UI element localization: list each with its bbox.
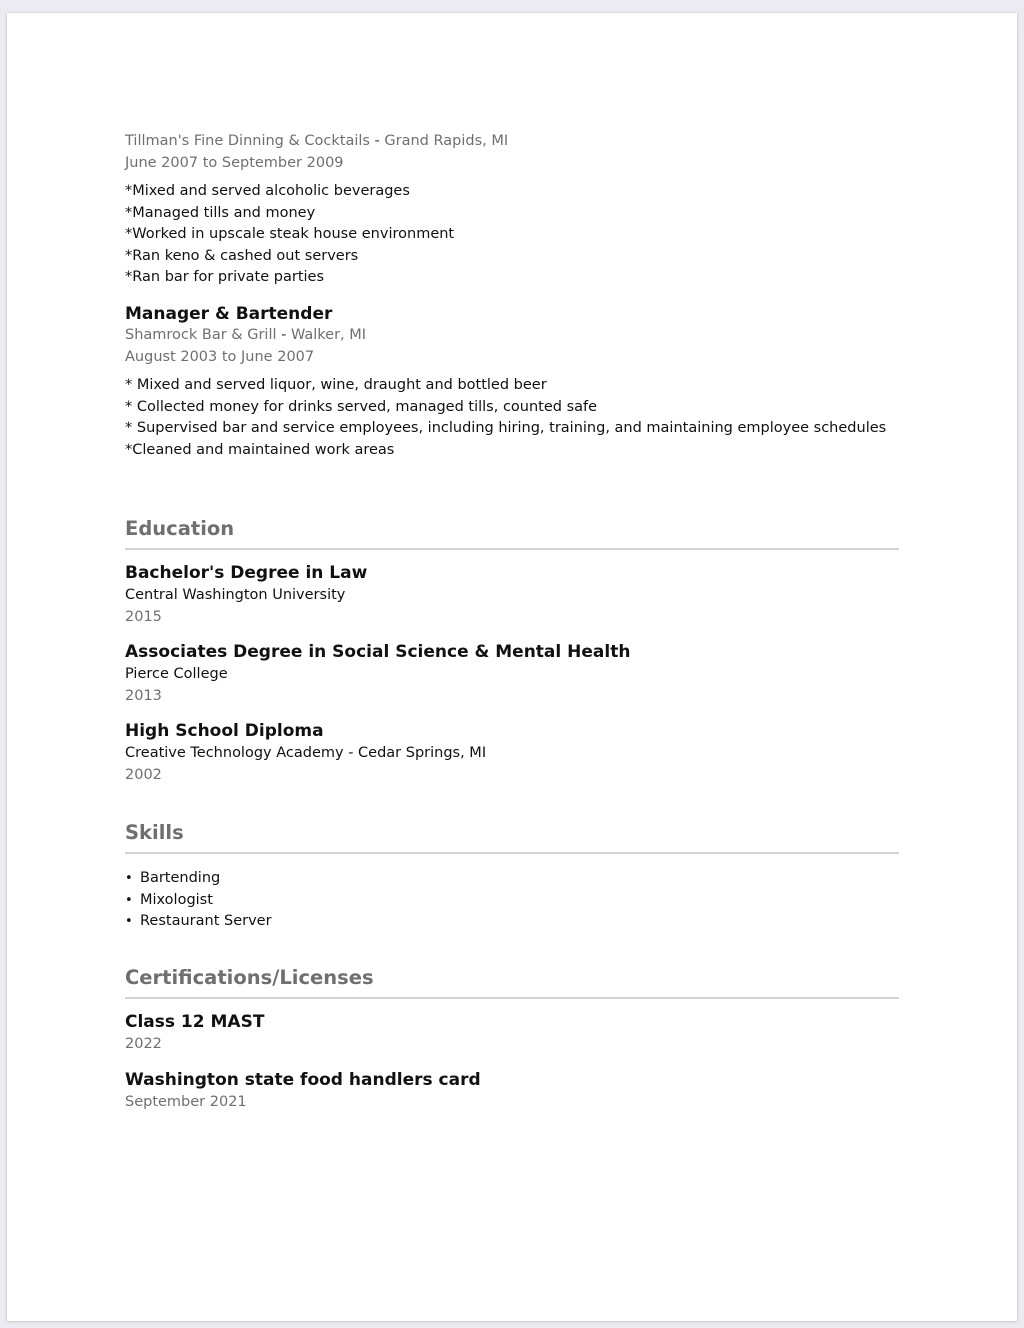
job-duties xyxy=(125,181,899,289)
job-separator: - xyxy=(276,327,291,343)
certification-entry xyxy=(125,1011,899,1055)
duty-item: * Mixed and served liquor, wine, draught and bottled beer xyxy=(125,377,547,393)
section-header-certifications: Certifications/Licenses xyxy=(125,965,899,999)
duty-item: *Mixed and served alcoholic beverages xyxy=(125,183,410,199)
education-entry xyxy=(125,720,899,786)
job-separator: - xyxy=(369,133,385,149)
job-location: Walker, MI xyxy=(290,327,367,343)
education-entry xyxy=(125,562,899,628)
duty-item: * Supervised bar and service employees, including hiring, training, and maintaining employee schedules xyxy=(125,420,887,436)
job-company-line xyxy=(125,131,899,153)
school-name: Creative Technology Academy - Cedar Springs, MI xyxy=(125,745,487,761)
graduation-year: 2013 xyxy=(125,688,162,704)
skill-item: • Mixologist xyxy=(125,890,899,912)
duty-item: * Collected money for drinks served, managed tills, counted safe xyxy=(125,398,598,415)
job-dates: August 2003 to June 2007 xyxy=(125,348,315,365)
education-entry xyxy=(125,641,899,707)
duty-item: *Ran keno & cashed out servers xyxy=(125,247,359,264)
duty-item: *Worked in upscale steak house environment xyxy=(125,226,455,242)
degree-title: High School Diploma xyxy=(125,721,324,741)
job-title: Manager & Bartender xyxy=(125,304,333,324)
school-name: Central Washington University xyxy=(125,587,346,603)
graduation-year: 2002 xyxy=(125,767,162,783)
certification-name: Class 12 MAST xyxy=(125,1012,265,1032)
certification-date: 2022 xyxy=(125,1036,162,1052)
job-company: Tillman's Fine Dinning & Cocktails xyxy=(125,133,370,149)
school-name: Pierce College xyxy=(125,666,228,682)
section-header-education: Education xyxy=(125,516,899,550)
resume-page xyxy=(7,13,1017,1321)
job-company-line xyxy=(125,325,899,347)
job-entry-shamrock xyxy=(125,303,899,477)
duty-item: *Cleaned and maintained work areas xyxy=(125,441,395,458)
skill-item: • Restaurant Server xyxy=(125,911,899,933)
job-entry-tillmans xyxy=(125,131,899,289)
certification-date: September 2021 xyxy=(125,1094,247,1110)
skills-section xyxy=(125,820,899,933)
certifications-section xyxy=(125,965,899,1113)
job-company: Shamrock Bar & Grill xyxy=(125,327,277,343)
education-section xyxy=(125,516,899,786)
job-location: Grand Rapids, MI xyxy=(384,133,509,149)
degree-title: Associates Degree in Social Science & Mental Health xyxy=(125,642,631,662)
skill-item: • Bartending xyxy=(125,868,899,890)
degree-title: Bachelor's Degree in Law xyxy=(125,563,368,583)
graduation-year: 2015 xyxy=(125,609,162,625)
job-duties xyxy=(125,375,899,461)
certification-name: Washington state food handlers card xyxy=(125,1070,481,1090)
duty-item: *Managed tills and money xyxy=(125,204,316,221)
duty-item: *Ran bar for private parties xyxy=(125,269,325,285)
certification-entry xyxy=(125,1069,899,1113)
section-header-skills: Skills xyxy=(125,820,899,854)
job-dates: June 2007 to September 2009 xyxy=(125,154,344,171)
skills-list xyxy=(125,868,899,933)
